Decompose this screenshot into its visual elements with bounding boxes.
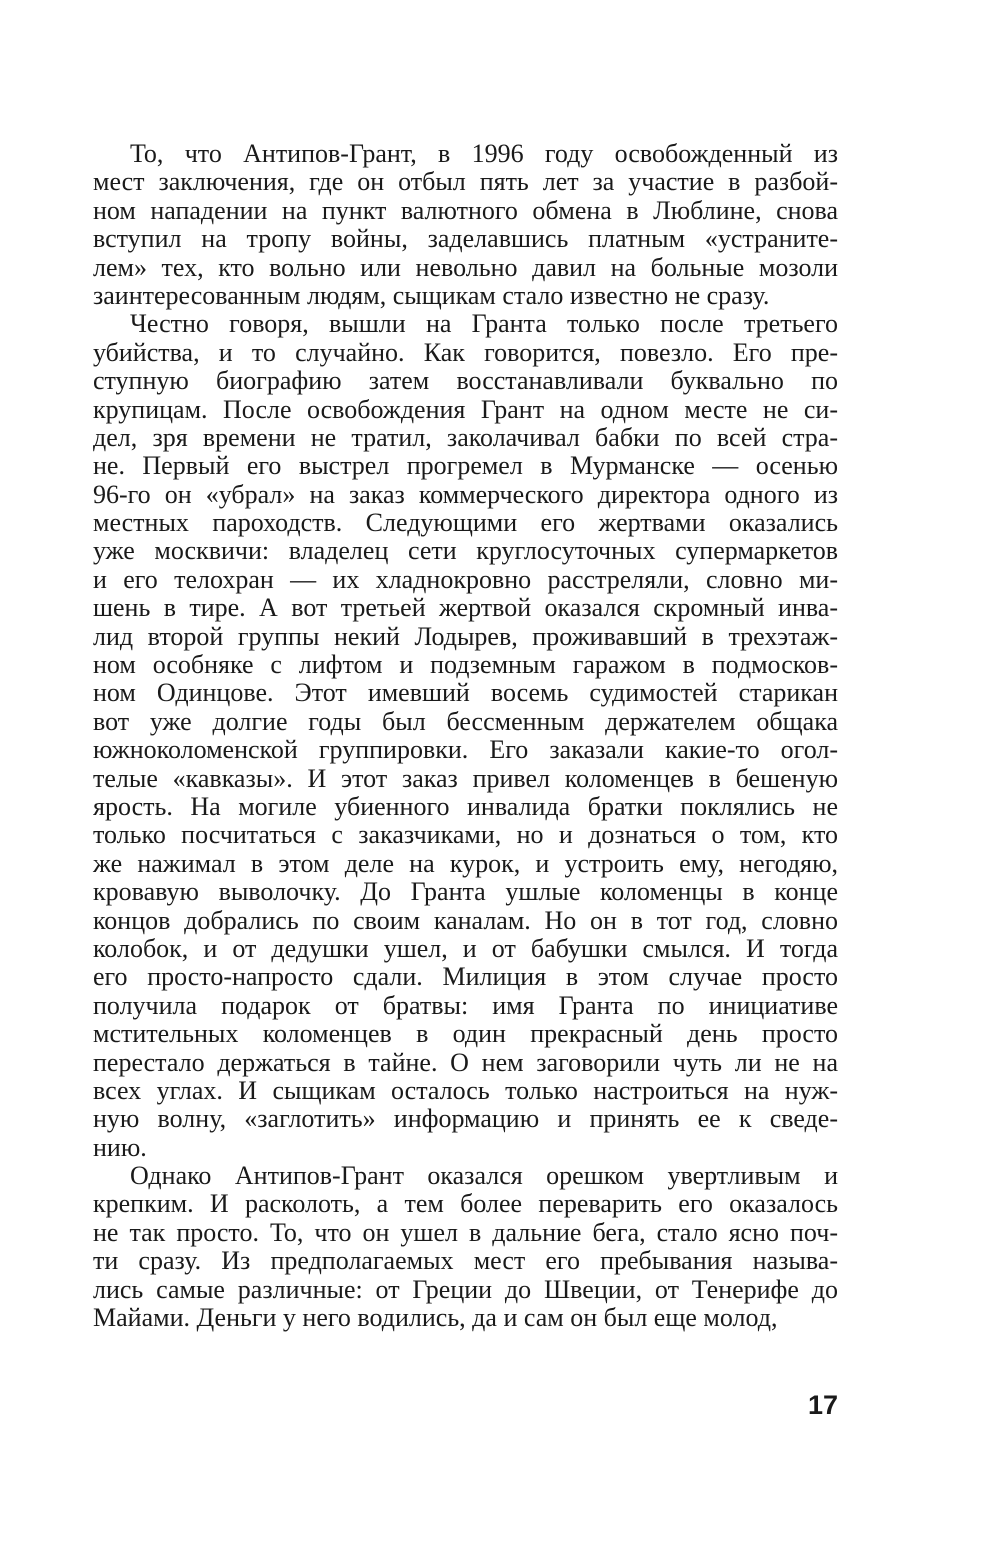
text-line: ярость. На могиле убиенного инвалида братки поклялись не (93, 791, 838, 821)
text-line: лид второй группы некий Лодырев, проживавший в трехэтаж- (93, 621, 838, 651)
text-line: ном особняке с лифтом и подземным гаражом в подмосков- (93, 650, 838, 680)
text-line: ную волну, «заглотить» информацию и принять ее к сведе- (93, 1104, 838, 1134)
paragraph (93, 140, 838, 310)
text-line: шень в тире. А вот третьей жертвой оказался скромный инва- (93, 593, 838, 623)
text-line: мест заключения, где он отбыл пять лет за участие в разбой- (93, 167, 838, 197)
text-line: телые «кавказы». И этот заказ привел коломенцев в бешеную (93, 763, 838, 793)
text-line: крупицам. После освобождения Грант на одном месте не си- (93, 394, 838, 424)
text-line: лем» тех, кто вольно или невольно давил на больные мозоли (93, 252, 838, 282)
text-line: лись самые различные: от Греции до Швеции, от Тенерифе до (93, 1274, 838, 1304)
text-line: уже москвичи: владелец сети круглосуточных супермаркетов (93, 536, 838, 566)
text-line: вот уже долгие годы был бессменным держателем общака (93, 706, 838, 736)
text-line: местных пароходств. Следующими его жертвами оказались (93, 508, 838, 538)
text-line: мстительных коломенцев в один прекрасный день просто (93, 1019, 838, 1049)
text-line: южноколоменской группировки. Его заказали какие-то огол- (93, 735, 838, 765)
text-line: не так просто. То, что он ушел в дальние бега, стало ясно поч- (93, 1217, 838, 1247)
text-line: 96-го он «убрал» на заказ коммерческого директора одного из (93, 479, 838, 509)
paragraph (93, 1162, 838, 1332)
text-line: кровавую выволочку. До Гранта ушлые коломенцы в конце (93, 877, 838, 907)
text-line: Майами. Деньги у него водились, да и сам он был еще молод, (93, 1303, 778, 1333)
page-body (93, 140, 838, 1332)
text-line: всех углах. И сыщикам осталось только настроиться на нуж- (93, 1075, 838, 1105)
text-line: ном Одинцове. Этот имевший восемь судимостей старикан (93, 678, 838, 708)
text-line: Однако Антипов-Грант оказался орешком увертливым и (130, 1161, 838, 1191)
text-line: заинтересованным людям, сыщикам стало известно не сразу. (93, 280, 770, 310)
paragraph (93, 310, 838, 1162)
text-line: перестало держаться в тайне. О нем заговорили чуть ли не на (93, 1047, 838, 1077)
text-line: То, что Антипов-Грант, в 1996 году освобожденный из (130, 139, 838, 168)
text-line: ном нападении на пункт валютного обмена в Люблине, снова (93, 195, 838, 225)
text-line: не. Первый его выстрел прогремел в Мурманске — осенью (93, 451, 838, 481)
text-line: ти сразу. Из предполагаемых мест его пребывания называ- (93, 1246, 838, 1276)
text-line: и его телохран — их хладнокровно расстреляли, словно ми- (93, 564, 838, 594)
text-line: концов добрались по своим каналам. Но он в тот год, словно (93, 905, 838, 935)
text-line: же нажимал в этом деле на курок, и устроить ему, негодяю, (93, 848, 838, 878)
text-line: крепким. И расколоть, а тем более переварить его оказалось (93, 1189, 838, 1219)
text-line: только посчитаться с заказчиками, но и дознаться о том, кто (93, 820, 838, 850)
text-line: Честно говоря, вышли на Гранта только после третьего (130, 309, 838, 339)
page-number: 17 (807, 1390, 838, 1420)
text-line: вступил на тропу войны, заделавшись платным «устраните- (93, 224, 838, 254)
text-line: колобок, и от дедушки ушел, и от бабушки смылся. И тогда (93, 933, 838, 963)
text-line: ступную биографию затем восстанавливали буквально по (93, 366, 838, 396)
text-line: получила подарок от братвы: имя Гранта по инициативе (93, 990, 838, 1020)
text-line: дел, зря времени не тратил, заколачивал бабки по всей стра- (93, 422, 838, 452)
text-line: убийства, и то случайно. Как говорится, повезло. Его пре- (93, 337, 838, 367)
text-line: нию. (93, 1132, 147, 1162)
text-line: его просто-напросто сдали. Милиция в этом случае просто (93, 962, 838, 992)
